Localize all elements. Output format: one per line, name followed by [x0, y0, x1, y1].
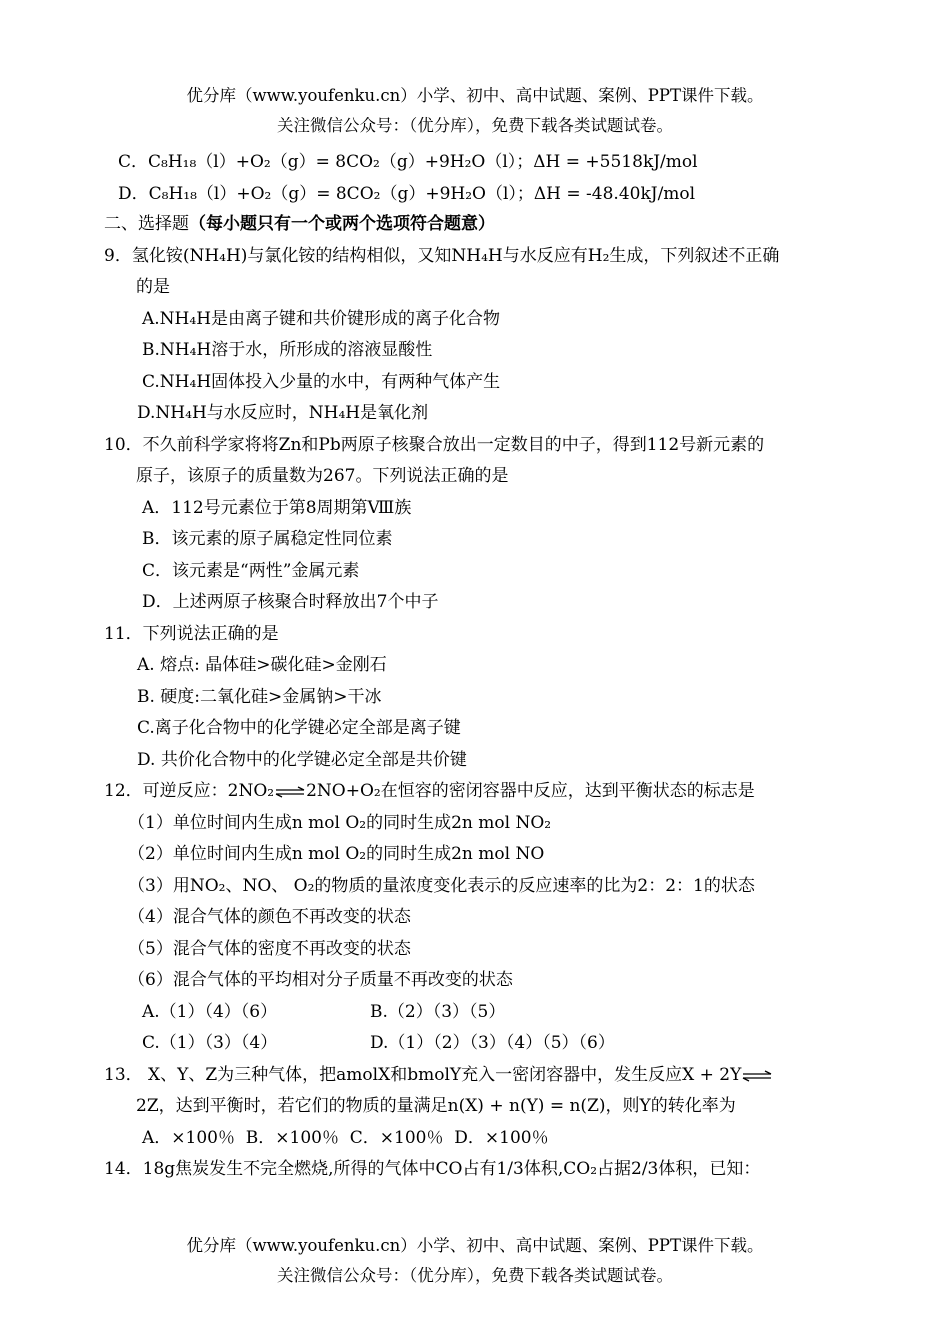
q12-option-a: A.（1）（4）（6） — [142, 1002, 278, 1022]
q12-item-5: （5）混合气体的密度不再改变的状态 — [128, 939, 411, 959]
option-d-formula: D．C₈H₁₈（l）+O₂（g）= 8CO₂（g）+9H₂O（l）；ΔH = -48.40kJ/mol — [118, 184, 696, 204]
q11-option-d: D. 共价化合物中的化学键必定全部是共价键 — [137, 750, 467, 770]
footer-line-2: 关注微信公众号：（优分库），免费下载各类试题试卷。 — [277, 1266, 673, 1285]
q12-item-2: （2）单位时间内生成n mol O₂的同时生成2n mol NO — [128, 844, 545, 864]
header-line-2: 关注微信公众号：（优分库），免费下载各类试题试卷。 — [277, 116, 673, 135]
q13-stem-line-2: 2Z，达到平衡时，若它们的物质的量满足n(X) + n(Y) = n(Z)，则Y的转化率为 — [136, 1096, 736, 1116]
q11-option-c: C.离子化合物中的化学键必定全部是离子键 — [137, 718, 461, 738]
q10-option-c: C．该元素是“两性”金属元素 — [142, 561, 360, 581]
q12-item-4: （4）混合气体的颜色不再改变的状态 — [128, 907, 411, 927]
section-2-title: 二、选择题 — [104, 214, 189, 234]
q9-stem-line-1: 9．氢化铵(NH₄H)与氯化铵的结构相似，又知NH₄H与水反应有H₂生成，下列叙述不正确 — [104, 246, 780, 266]
section-2-note: （每小题只有一个或两个选项符合题意） — [189, 214, 495, 234]
q13-options: A．×100％ B．×100％ C．×100％ D．×100％ — [142, 1128, 549, 1148]
q11-stem: 11．下列说法正确的是 — [104, 624, 279, 644]
section-2-heading — [104, 212, 495, 236]
q9-option-b: B.NH₄H溶于水，所形成的溶液显酸性 — [142, 340, 433, 360]
q12-option-b: B.（2）（3）（5） — [370, 1002, 506, 1022]
equilibrium-arrow-icon — [275, 786, 305, 798]
q12-stem-pre: 12．可逆反应：2NO₂ — [104, 781, 275, 801]
q12-item-1: （1）单位时间内生成n mol O₂的同时生成2n mol NO₂ — [128, 813, 552, 833]
q10-option-d: D．上述两原子核聚合时释放出7个中子 — [142, 592, 439, 612]
q11-option-a: A. 熔点: 晶体硅>碳化硅>金刚石 — [137, 655, 387, 675]
q14-stem: 14．18g焦炭发生不完全燃烧,所得的气体中CO占有1/3体积,CO₂占据2/3体积，已知： — [104, 1159, 761, 1179]
q13-stem-pre: 13． X、Y、Z为三种气体，把amolX和bmolY充入一密闭容器中，发生反应X + 2Y — [104, 1065, 742, 1085]
q12-item-3: （3）用NO₂、NO、 O₂的物质的量浓度变化表示的反应速率的比为2：2：1的状态 — [128, 876, 755, 896]
q9-option-a: A.NH₄H是由离子键和共价键形成的离子化合物 — [142, 309, 501, 329]
header-line-1: 优分库（www.youfenku.cn）小学、初中、高中试题、案例、PPT课件下载。 — [186, 86, 764, 105]
q9-option-d: D.NH₄H与水反应时，NH₄H是氧化剂 — [137, 403, 429, 423]
q9-option-c: C.NH₄H固体投入少量的水中，有两种气体产生 — [142, 372, 501, 392]
q10-option-a: A．112号元素位于第8周期第Ⅷ族 — [142, 498, 412, 518]
q10-option-b: B．该元素的原子属稳定性同位素 — [142, 529, 393, 549]
q12-option-c: C.（1）（3）（4） — [142, 1033, 278, 1053]
q13-stem-line-1 — [104, 1063, 773, 1087]
q12-item-6: （6）混合气体的平均相对分子质量不再改变的状态 — [128, 970, 513, 990]
q11-option-b: B. 硬度:二氧化硅>金属钠>干冰 — [137, 687, 382, 707]
q12-option-d: D.（1）（2）（3）（4）（5）（6） — [370, 1033, 615, 1053]
q9-stem-line-2: 的是 — [136, 277, 170, 297]
q12-stem-post: 2NO+O₂在恒容的密闭容器中反应，达到平衡状态的标志是 — [306, 781, 755, 801]
q10-stem-line-2: 原子，该原子的质量数为267。下列说法正确的是 — [136, 466, 509, 486]
equilibrium-arrow-icon — [742, 1070, 772, 1082]
q12-stem — [104, 779, 755, 803]
option-c-formula: C．C₈H₁₈（l）+O₂（g）= 8CO₂（g）+9H₂O（l）；ΔH = +5518kJ/mol — [118, 152, 698, 172]
q10-stem-line-1: 10．不久前科学家将将Zn和Pb两原子核聚合放出一定数目的中子，得到112号新元素的 — [104, 435, 765, 455]
footer-line-1: 优分库（www.youfenku.cn）小学、初中、高中试题、案例、PPT课件下载。 — [186, 1236, 764, 1255]
